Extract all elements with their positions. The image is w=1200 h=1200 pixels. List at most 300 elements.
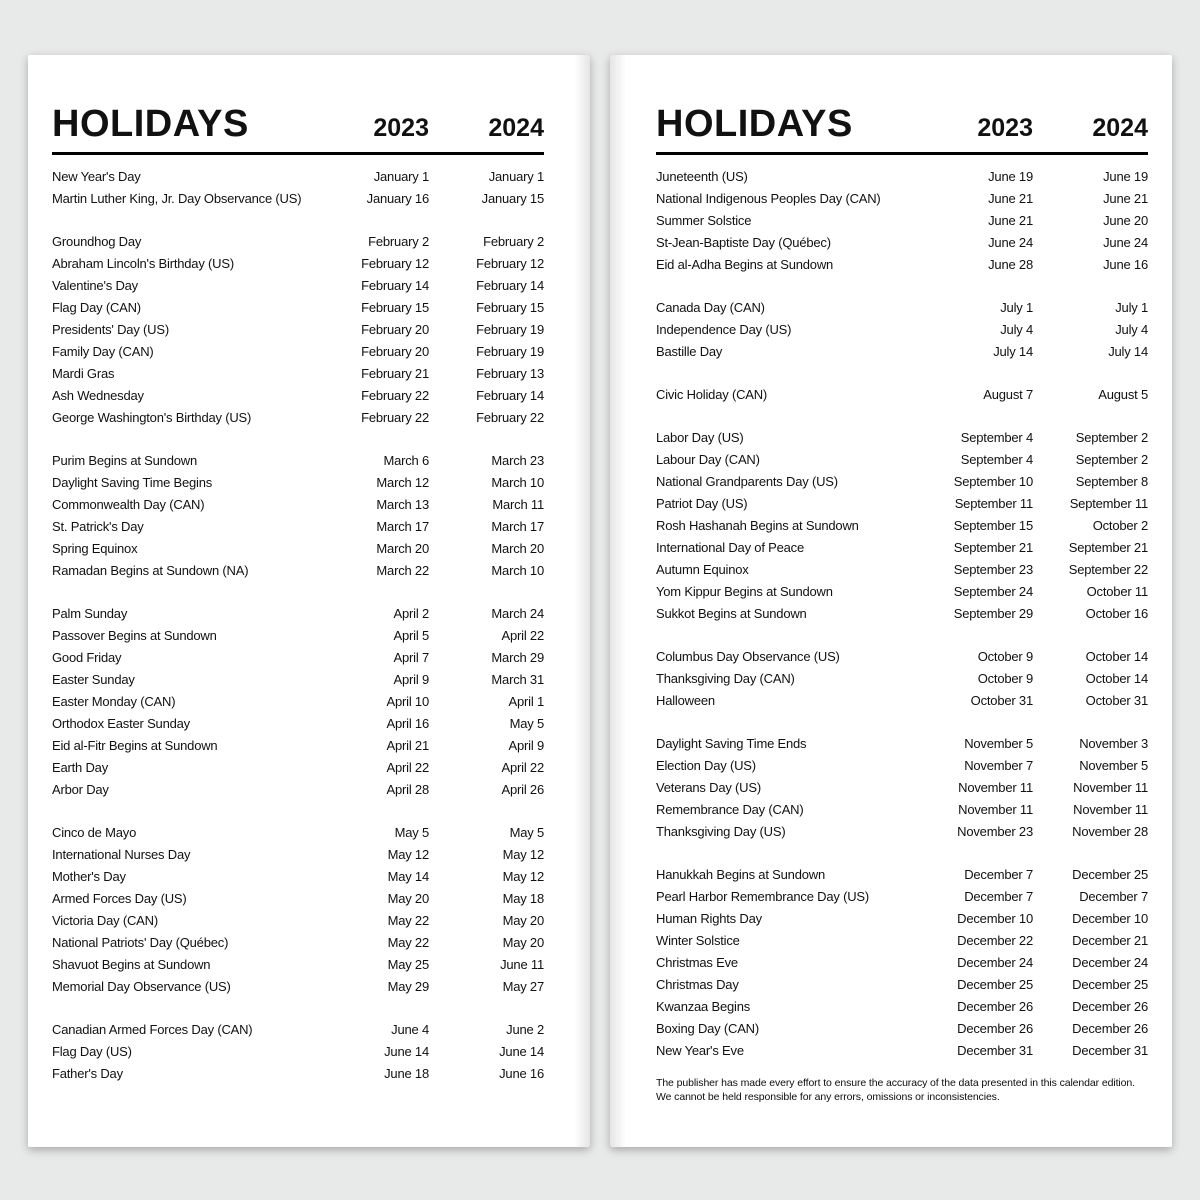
holiday-date-2023: March 17: [376, 519, 429, 534]
holiday-date-2024: December 25: [1072, 867, 1148, 882]
holiday-date-2023: May 12: [387, 847, 429, 862]
holiday-name: Remembrance Day (CAN): [656, 802, 804, 817]
holiday-row: [656, 821, 1148, 843]
holiday-row: [52, 450, 544, 472]
holiday-date-2023: May 29: [387, 979, 429, 994]
holiday-name: Veterans Day (US): [656, 780, 761, 795]
holiday-name: Yom Kippur Begins at Sundown: [656, 584, 833, 599]
holiday-row: [52, 363, 544, 385]
holiday-name: Armed Forces Day (US): [52, 891, 187, 906]
holiday-row: [656, 1040, 1148, 1062]
holiday-name: Ramadan Begins at Sundown (NA): [52, 563, 249, 578]
holiday-date-2023: January 1: [373, 169, 429, 184]
calendar-spread: [28, 55, 1172, 1147]
holiday-name: Sukkot Begins at Sundown: [656, 606, 807, 621]
holiday-date-2023: June 28: [988, 257, 1033, 272]
holiday-date-2024: June 21: [1103, 191, 1148, 206]
holiday-date-2024: February 12: [476, 256, 544, 271]
holiday-date-2023: May 14: [387, 869, 429, 884]
holiday-date-2024: December 10: [1072, 911, 1148, 926]
holiday-date-2024: September 21: [1068, 540, 1148, 555]
holiday-date-2023: September 29: [953, 606, 1033, 621]
year-header-2023: 2023: [373, 114, 429, 142]
holiday-date-2023: December 25: [957, 977, 1033, 992]
holiday-date-2024: September 22: [1068, 562, 1148, 577]
holiday-date-2023: July 4: [1000, 322, 1033, 337]
holiday-row: [52, 560, 544, 582]
holiday-date-2023: February 21: [361, 366, 429, 381]
year-header-2024: 2024: [1092, 114, 1148, 142]
publisher-note-line: We cannot be held responsible for any errors, omissions or inconsistencies.: [656, 1090, 1000, 1103]
holiday-name: Autumn Equinox: [656, 562, 749, 577]
holiday-row: [656, 733, 1148, 755]
holiday-date-2023: August 7: [983, 387, 1033, 402]
holiday-row: [656, 603, 1148, 625]
holiday-name: Palm Sunday: [52, 606, 128, 621]
holiday-row: [52, 866, 544, 888]
holiday-date-2024: June 11: [500, 957, 544, 972]
holiday-name: Rosh Hashanah Begins at Sundown: [656, 518, 859, 533]
holiday-date-2023: October 9: [977, 649, 1033, 664]
holiday-row: [656, 930, 1148, 952]
holiday-name: New Year's Day: [52, 169, 141, 184]
holiday-date-2024: May 12: [502, 869, 544, 884]
holiday-name: Canadian Armed Forces Day (CAN): [52, 1022, 253, 1037]
holiday-date-2023: February 15: [361, 300, 429, 315]
holiday-date-2024: June 14: [499, 1044, 544, 1059]
holiday-name: Daylight Saving Time Begins: [52, 475, 213, 490]
holiday-date-2023: May 22: [387, 935, 429, 950]
holiday-date-2024: April 22: [501, 760, 544, 775]
holiday-row: [656, 581, 1148, 603]
holiday-date-2023: March 12: [376, 475, 429, 490]
holiday-date-2024: May 20: [502, 913, 544, 928]
holiday-row: [52, 647, 544, 669]
holiday-row: [52, 669, 544, 691]
holiday-group: [52, 603, 544, 801]
holiday-date-2024: February 13: [476, 366, 544, 381]
holiday-date-2023: December 22: [957, 933, 1033, 948]
holiday-date-2024: October 16: [1085, 606, 1148, 621]
holiday-date-2024: November 5: [1079, 758, 1148, 773]
holiday-row: [52, 385, 544, 407]
holiday-row: [52, 625, 544, 647]
holiday-date-2024: December 7: [1079, 889, 1148, 904]
holiday-date-2023: June 21: [988, 191, 1033, 206]
holiday-row: [52, 932, 544, 954]
holiday-date-2023: January 16: [366, 191, 429, 206]
holiday-date-2023: December 26: [957, 999, 1033, 1014]
holiday-name: Father's Day: [52, 1066, 123, 1081]
holiday-date-2023: April 28: [386, 782, 429, 797]
holiday-date-2023: December 7: [964, 867, 1033, 882]
holiday-group: [52, 822, 544, 998]
holiday-row: [52, 1063, 544, 1085]
holiday-date-2023: June 4: [391, 1022, 429, 1037]
publisher-note-line: The publisher has made every effort to ensure the accuracy of the data presented in this calendar edition.: [656, 1077, 1135, 1089]
holiday-date-2024: September 11: [1069, 496, 1148, 511]
holiday-date-2024: November 11: [1073, 780, 1148, 795]
holiday-date-2023: February 22: [361, 388, 429, 403]
holiday-name: Spring Equinox: [52, 541, 138, 556]
holiday-row: [52, 954, 544, 976]
holiday-date-2024: July 1: [1115, 300, 1148, 315]
holiday-name: Election Day (US): [656, 758, 756, 773]
holiday-group: [656, 384, 1148, 406]
holiday-name: Human Rights Day: [656, 911, 762, 926]
holiday-row: [52, 275, 544, 297]
holiday-row: [656, 515, 1148, 537]
holiday-name: New Year's Eve: [656, 1043, 744, 1058]
holiday-date-2024: June 20: [1103, 213, 1148, 228]
holiday-name: Victoria Day (CAN): [52, 913, 158, 928]
holiday-name: Boxing Day (CAN): [656, 1021, 759, 1036]
holiday-date-2023: July 14: [993, 344, 1033, 359]
holiday-name: St. Patrick's Day: [52, 519, 144, 534]
holiday-group: [656, 297, 1148, 363]
holiday-row: [656, 537, 1148, 559]
holiday-date-2023: September 15: [953, 518, 1033, 533]
holiday-row: [52, 779, 544, 801]
holiday-name: Flag Day (US): [52, 1044, 132, 1059]
holiday-date-2023: September 10: [953, 474, 1033, 489]
holiday-date-2024: March 20: [491, 541, 544, 556]
holiday-row: [52, 910, 544, 932]
holiday-name: Labour Day (CAN): [656, 452, 760, 467]
holiday-date-2023: February 2: [368, 234, 429, 249]
holiday-row: [656, 908, 1148, 930]
holiday-group: [656, 427, 1148, 625]
holiday-row: [656, 166, 1148, 188]
page-header: [52, 105, 544, 143]
holiday-group: [52, 1019, 544, 1085]
holiday-date-2024: February 2: [483, 234, 544, 249]
holiday-row: [52, 472, 544, 494]
holiday-group: [656, 864, 1148, 1062]
holiday-row: [656, 188, 1148, 210]
holiday-name: Arbor Day: [52, 782, 109, 797]
holiday-date-2024: December 25: [1072, 977, 1148, 992]
holiday-name: Canada Day (CAN): [656, 300, 765, 315]
holiday-date-2023: June 21: [988, 213, 1033, 228]
holiday-date-2024: December 31: [1072, 1043, 1148, 1058]
holiday-date-2024: October 11: [1086, 584, 1148, 599]
holiday-date-2024: October 14: [1085, 671, 1148, 686]
holiday-row: [656, 341, 1148, 363]
holiday-date-2024: May 5: [509, 716, 544, 731]
holiday-date-2023: February 14: [361, 278, 429, 293]
holiday-row: [52, 822, 544, 844]
holiday-date-2024: March 29: [491, 650, 544, 665]
holiday-row: [52, 735, 544, 757]
holiday-date-2024: June 2: [506, 1022, 544, 1037]
holiday-row: [656, 471, 1148, 493]
holiday-date-2023: September 4: [960, 430, 1033, 445]
holiday-date-2023: June 18: [384, 1066, 429, 1081]
holiday-date-2023: September 21: [953, 540, 1033, 555]
holiday-row: [656, 886, 1148, 908]
holiday-date-2024: January 15: [481, 191, 544, 206]
holiday-row: [52, 538, 544, 560]
year-header-2023: 2023: [977, 114, 1033, 142]
holiday-name: Purim Begins at Sundown: [52, 453, 197, 468]
holiday-row: [656, 952, 1148, 974]
holiday-date-2023: February 22: [361, 410, 429, 425]
holiday-row: [656, 1018, 1148, 1040]
holiday-date-2024: February 14: [476, 278, 544, 293]
holiday-name: Summer Solstice: [656, 213, 752, 228]
holiday-name: Good Friday: [52, 650, 122, 665]
holiday-date-2024: May 5: [509, 825, 544, 840]
holiday-date-2024: February 14: [476, 388, 544, 403]
holiday-date-2024: May 27: [502, 979, 544, 994]
holiday-row: [52, 319, 544, 341]
holiday-name: International Day of Peace: [656, 540, 805, 555]
holiday-date-2023: March 6: [383, 453, 429, 468]
holiday-date-2023: February 20: [361, 344, 429, 359]
holiday-name: Easter Monday (CAN): [52, 694, 176, 709]
holiday-date-2024: March 11: [492, 497, 544, 512]
holiday-name: Earth Day: [52, 760, 109, 775]
holiday-name: Winter Solstice: [656, 933, 740, 948]
holiday-name: Independence Day (US): [656, 322, 792, 337]
holiday-date-2023: April 2: [393, 606, 429, 621]
holiday-row: [52, 297, 544, 319]
holiday-row: [52, 844, 544, 866]
holiday-name: Commonwealth Day (CAN): [52, 497, 205, 512]
holiday-name: Hanukkah Begins at Sundown: [656, 867, 825, 882]
holiday-date-2024: December 26: [1072, 999, 1148, 1014]
holiday-date-2024: December 24: [1072, 955, 1148, 970]
holiday-name: Civic Holiday (CAN): [656, 387, 768, 402]
holiday-date-2024: March 10: [491, 475, 544, 490]
holiday-date-2023: December 10: [957, 911, 1033, 926]
holiday-date-2024: April 9: [508, 738, 544, 753]
holiday-name: Patriot Day (US): [656, 496, 748, 511]
holiday-date-2023: November 11: [958, 802, 1033, 817]
holiday-row: [52, 1019, 544, 1041]
holiday-name: Daylight Saving Time Ends: [656, 736, 807, 751]
holiday-date-2024: March 23: [491, 453, 544, 468]
holiday-name: Presidents' Day (US): [52, 322, 169, 337]
holiday-name: Labor Day (US): [656, 430, 744, 445]
page-title: HOLIDAYS: [656, 103, 853, 145]
holiday-group: [656, 646, 1148, 712]
holiday-date-2024: May 12: [502, 847, 544, 862]
holiday-row: [656, 559, 1148, 581]
holiday-date-2024: March 10: [491, 563, 544, 578]
holiday-date-2023: December 7: [964, 889, 1033, 904]
holiday-row: [52, 231, 544, 253]
holiday-row: [52, 407, 544, 429]
holiday-date-2024: September 8: [1075, 474, 1148, 489]
holiday-name: Mardi Gras: [52, 366, 115, 381]
holiday-name: Orthodox Easter Sunday: [52, 716, 190, 731]
holiday-date-2024: September 2: [1075, 452, 1148, 467]
holiday-name: Eid al-Adha Begins at Sundown: [656, 257, 834, 272]
holiday-date-2023: May 22: [387, 913, 429, 928]
holiday-name: Abraham Lincoln's Birthday (US): [52, 256, 234, 271]
holiday-row: [52, 341, 544, 363]
holiday-name: Thanksgiving Day (CAN): [656, 671, 795, 686]
holiday-date-2023: December 26: [957, 1021, 1033, 1036]
holiday-date-2024: December 21: [1072, 933, 1148, 948]
holiday-date-2023: November 5: [964, 736, 1033, 751]
holiday-date-2023: July 1: [1000, 300, 1033, 315]
holiday-date-2023: April 16: [386, 716, 429, 731]
holiday-name: Martin Luther King, Jr. Day Observance (US): [52, 191, 302, 206]
header-rule: [656, 152, 1148, 155]
holiday-date-2024: October 14: [1085, 649, 1148, 664]
holiday-date-2024: March 17: [491, 519, 544, 534]
holiday-name: Memorial Day Observance (US): [52, 979, 231, 994]
holiday-name: Passover Begins at Sundown: [52, 628, 217, 643]
holiday-name: National Grandparents Day (US): [656, 474, 838, 489]
holiday-date-2024: April 1: [508, 694, 544, 709]
holiday-row: [656, 755, 1148, 777]
holiday-date-2024: March 24: [491, 606, 544, 621]
holiday-date-2023: May 20: [387, 891, 429, 906]
holiday-row: [52, 888, 544, 910]
holiday-name: Thanksgiving Day (US): [656, 824, 786, 839]
holiday-row: [656, 799, 1148, 821]
holiday-date-2024: April 26: [501, 782, 544, 797]
holiday-date-2023: February 12: [361, 256, 429, 271]
holiday-date-2024: April 22: [501, 628, 544, 643]
holiday-name: National Indigenous Peoples Day (CAN): [656, 191, 881, 206]
holiday-group: [52, 166, 544, 210]
holiday-row: [52, 691, 544, 713]
holiday-date-2023: October 9: [977, 671, 1033, 686]
holiday-group: [656, 733, 1148, 843]
holiday-date-2023: September 4: [960, 452, 1033, 467]
publisher-note: [656, 1077, 1148, 1104]
holiday-row: [52, 713, 544, 735]
holiday-list: [52, 166, 544, 1085]
holiday-date-2023: September 11: [954, 496, 1033, 511]
page-header: [656, 105, 1148, 143]
holiday-date-2023: April 5: [393, 628, 429, 643]
holiday-name: Columbus Day Observance (US): [656, 649, 840, 664]
holiday-name: Halloween: [656, 693, 715, 708]
holiday-name: Juneteenth (US): [656, 169, 748, 184]
holiday-row: [52, 1041, 544, 1063]
holiday-name: National Patriots' Day (Québec): [52, 935, 229, 950]
holiday-date-2024: May 18: [502, 891, 544, 906]
holiday-date-2024: June 24: [1103, 235, 1148, 250]
holiday-name: Ash Wednesday: [52, 388, 144, 403]
holiday-date-2023: May 5: [394, 825, 429, 840]
holiday-date-2024: November 3: [1079, 736, 1148, 751]
holiday-date-2024: March 31: [491, 672, 544, 687]
year-header-2024: 2024: [488, 114, 544, 142]
holiday-row: [52, 976, 544, 998]
holiday-date-2024: November 28: [1072, 824, 1148, 839]
page-title: HOLIDAYS: [52, 103, 249, 145]
holiday-date-2024: June 16: [1103, 257, 1148, 272]
holiday-row: [52, 757, 544, 779]
holiday-row: [656, 384, 1148, 406]
holiday-row: [656, 232, 1148, 254]
holiday-row: [656, 668, 1148, 690]
holiday-date-2024: June 16: [499, 1066, 544, 1081]
holiday-name: International Nurses Day: [52, 847, 191, 862]
holiday-row: [52, 188, 544, 210]
holiday-date-2024: February 19: [476, 344, 544, 359]
holiday-date-2023: April 22: [386, 760, 429, 775]
holiday-group: [52, 231, 544, 429]
holidays-page-left: [28, 55, 590, 1147]
holiday-date-2024: June 19: [1103, 169, 1148, 184]
holiday-row: [656, 210, 1148, 232]
holiday-name: Eid al-Fitr Begins at Sundown: [52, 738, 218, 753]
holiday-date-2024: December 26: [1072, 1021, 1148, 1036]
holiday-date-2023: March 20: [376, 541, 429, 556]
holiday-date-2023: April 7: [393, 650, 429, 665]
holiday-row: [656, 449, 1148, 471]
holiday-row: [656, 254, 1148, 276]
holiday-row: [52, 166, 544, 188]
holiday-date-2024: August 5: [1098, 387, 1148, 402]
holiday-date-2024: July 14: [1108, 344, 1148, 359]
holiday-name: Family Day (CAN): [52, 344, 154, 359]
holiday-row: [656, 646, 1148, 668]
holiday-row: [656, 974, 1148, 996]
holiday-date-2023: September 23: [953, 562, 1033, 577]
holiday-date-2023: December 24: [957, 955, 1033, 970]
holiday-name: Valentine's Day: [52, 278, 138, 293]
holiday-row: [52, 253, 544, 275]
holiday-date-2023: June 19: [988, 169, 1033, 184]
holiday-row: [656, 297, 1148, 319]
holiday-name: Christmas Eve: [656, 955, 738, 970]
holiday-date-2023: November 11: [958, 780, 1033, 795]
holiday-date-2024: May 20: [502, 935, 544, 950]
holiday-date-2023: September 24: [953, 584, 1033, 599]
holiday-row: [656, 427, 1148, 449]
holiday-date-2023: March 13: [376, 497, 429, 512]
holiday-row: [656, 690, 1148, 712]
holiday-row: [656, 777, 1148, 799]
holiday-name: Groundhog Day: [52, 234, 142, 249]
holiday-name: Pearl Harbor Remembrance Day (US): [656, 889, 870, 904]
holiday-row: [52, 494, 544, 516]
holiday-row: [656, 319, 1148, 341]
holiday-row: [656, 864, 1148, 886]
holiday-date-2023: April 21: [386, 738, 429, 753]
holiday-name: Easter Sunday: [52, 672, 135, 687]
holiday-date-2023: March 22: [376, 563, 429, 578]
holiday-name: George Washington's Birthday (US): [52, 410, 252, 425]
holiday-date-2023: May 25: [387, 957, 429, 972]
holiday-date-2024: September 2: [1075, 430, 1148, 445]
holiday-group: [52, 450, 544, 582]
holiday-row: [656, 996, 1148, 1018]
holiday-date-2023: February 20: [361, 322, 429, 337]
holiday-row: [656, 493, 1148, 515]
holiday-date-2024: November 11: [1073, 802, 1148, 817]
holiday-name: Flag Day (CAN): [52, 300, 141, 315]
holiday-date-2024: January 1: [488, 169, 544, 184]
holiday-name: St-Jean-Baptiste Day (Québec): [656, 235, 831, 250]
holiday-group: [656, 166, 1148, 276]
holiday-date-2024: February 22: [476, 410, 544, 425]
holiday-date-2024: October 31: [1085, 693, 1148, 708]
holidays-page-right: [610, 55, 1172, 1147]
holiday-date-2024: July 4: [1115, 322, 1148, 337]
holiday-name: Kwanzaa Begins: [656, 999, 751, 1014]
holiday-date-2024: October 2: [1092, 518, 1148, 533]
